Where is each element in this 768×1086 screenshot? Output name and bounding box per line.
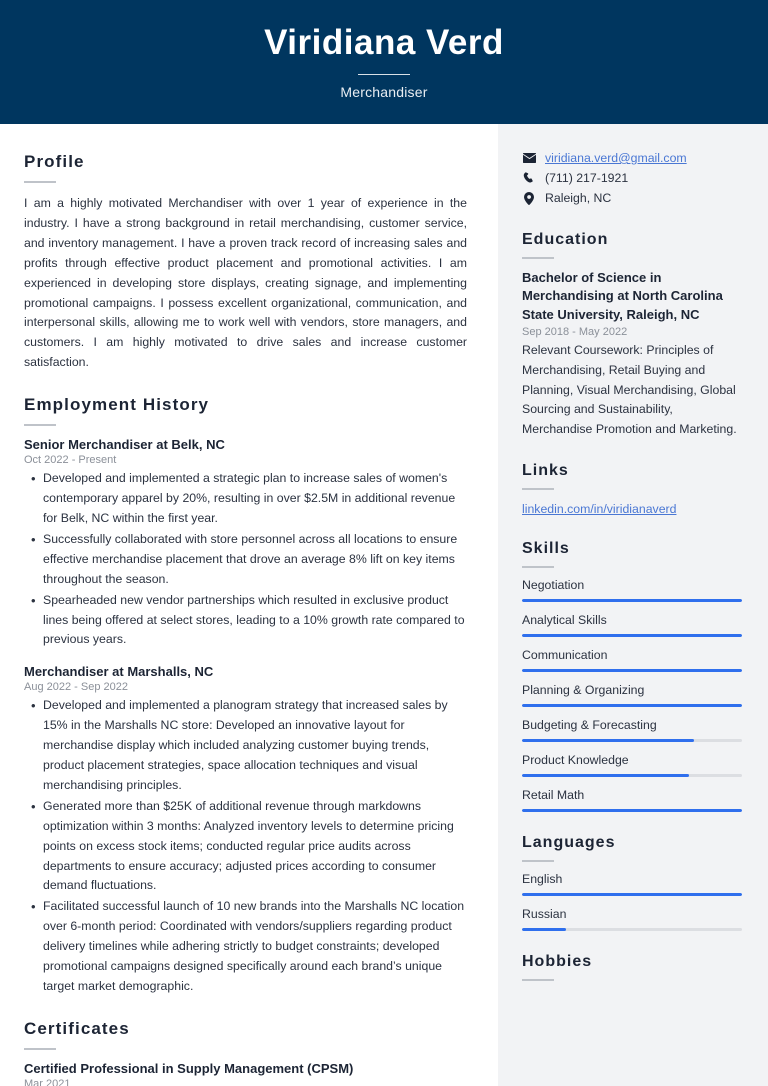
links-heading: Links <box>522 461 569 479</box>
education-heading-rule <box>522 257 554 259</box>
skill-bar-fill <box>522 669 742 672</box>
candidate-name: Viridiana Verd <box>264 23 504 63</box>
employment-heading: Employment History <box>24 395 210 415</box>
skill-bar-track <box>522 599 742 602</box>
education-description: Relevant Coursework: Principles of Merchandising, Retail Buying and Planning, Visual Merchandising, Global Sourcing and Sustainability, Merchandise Promotion and Marketing. <box>522 343 737 437</box>
section-hobbies <box>522 953 742 981</box>
language-bar-track <box>522 928 742 931</box>
section-links <box>522 462 742 518</box>
contact-row-location <box>522 191 742 205</box>
skill-label: Negotiation <box>522 577 585 592</box>
job-date: Aug 2022 - Sep 2022 <box>24 681 128 694</box>
education-degree: Bachelor of Science in Merchandising at North Carolina State University, Raleigh, NC <box>522 270 723 322</box>
language-bar-track <box>522 893 742 896</box>
language-bar-fill <box>522 928 566 931</box>
profile-heading: Profile <box>24 152 85 171</box>
skills-heading-rule <box>522 566 554 568</box>
skill-label: Retail Math <box>522 787 585 802</box>
skills-heading: Skills <box>522 539 570 557</box>
certificate-entry <box>24 1061 467 1086</box>
skill-item <box>522 578 742 602</box>
skill-bar-track <box>522 634 742 637</box>
job-entry <box>24 664 467 997</box>
envelope-icon <box>522 153 536 163</box>
language-label: Russian <box>522 906 567 921</box>
skill-label: Budgeting & Forecasting <box>522 717 657 732</box>
skill-label: Product Knowledge <box>522 752 629 767</box>
contact-row-phone <box>522 171 742 185</box>
contact-email-link[interactable]: viridiana.verd@gmail.com <box>545 151 687 165</box>
candidate-job-title: Merchandiser <box>340 83 428 100</box>
sidebar-column <box>498 124 768 1086</box>
skill-bar-fill <box>522 704 742 707</box>
skill-item <box>522 648 742 672</box>
hobbies-heading-rule <box>522 979 554 981</box>
certificate-title: Certified Professional in Supply Management (CPSM) <box>24 1060 354 1076</box>
employment-heading-rule <box>24 424 56 426</box>
language-bar-fill <box>522 893 742 896</box>
language-item <box>522 907 742 931</box>
language-item <box>522 872 742 896</box>
resume-header <box>0 0 768 124</box>
languages-heading: Languages <box>522 833 616 851</box>
job-bullet: • Developed and implemented a strategic plan to increase sales of women's contemporary apparel by 20%, resulting in over $2.5M in additional revenue for Belk, NC within the first year. <box>24 469 467 529</box>
section-certificates <box>24 1019 467 1086</box>
job-bullet-list <box>24 696 467 997</box>
skill-item <box>522 683 742 707</box>
job-entry <box>24 437 467 650</box>
skill-bar-fill <box>522 774 689 777</box>
education-heading: Education <box>522 231 609 248</box>
skill-label: Communication <box>522 647 608 662</box>
job-title: Senior Merchandiser at Belk, NC <box>24 437 225 453</box>
skill-bar-fill <box>522 809 742 812</box>
phone-icon <box>522 172 536 184</box>
location-pin-icon <box>522 192 536 205</box>
languages-heading-rule <box>522 860 554 862</box>
main-column <box>0 124 498 1086</box>
skill-bar-track <box>522 669 742 672</box>
skill-item <box>522 718 742 742</box>
job-bullet: • Successfully collaborated with store personnel across all locations to ensure effective merchandise placement that drove an average 8% lift on key items throughout the season. <box>24 530 467 590</box>
language-label: English <box>522 871 563 886</box>
skill-item <box>522 788 742 812</box>
skill-bar-fill <box>522 599 742 602</box>
job-date: Oct 2022 - Present <box>24 454 117 467</box>
profile-text: I am a highly motivated Merchandiser with over 1 year of experience in the industry. I have a strong background in retail merchandising, customer service, and inventory management. I have a proven track record of increasing sales and profits through effective product placement and promotional activities. I am experienced in developing store displays, creating signage, and implementing promotional campaigns. I possess excellent organizational, communication, and interpersonal skills, allowing me to work well with vendors, store managers, and customers. I am highly motivated to drive sales and increase customer satisfaction. <box>24 196 467 370</box>
skill-bar-fill <box>522 739 694 742</box>
education-date: Sep 2018 - May 2022 <box>522 326 628 339</box>
links-heading-rule <box>522 488 554 490</box>
contact-location-value: Raleigh, NC <box>545 191 612 205</box>
contact-row-email <box>522 151 742 165</box>
skill-bar-track <box>522 774 742 777</box>
section-skills <box>522 540 742 812</box>
skill-item <box>522 753 742 777</box>
certificates-heading: Certificates <box>24 1018 130 1038</box>
job-bullet-list <box>24 469 467 650</box>
job-title: Merchandiser at Marshalls, NC <box>24 664 214 680</box>
section-education <box>522 231 742 440</box>
certificates-heading-rule <box>24 1048 56 1050</box>
header-divider <box>358 74 410 75</box>
section-employment-history <box>24 395 467 997</box>
job-bullet: • Developed and implemented a planogram strategy that increased sales by 15% in the Marshalls NC store: Developed an innovative layout for merchandise display which included analyzing customer buying trends, product placement strategies, space allocation techniques and visual merchandising principles. <box>24 696 467 796</box>
section-languages <box>522 834 742 931</box>
skill-bar-track <box>522 809 742 812</box>
hobbies-heading: Hobbies <box>522 952 593 970</box>
skill-label: Planning & Organizing <box>522 682 645 697</box>
certificate-date: Mar 2021 <box>24 1077 71 1086</box>
resume-body <box>0 124 768 1086</box>
section-profile <box>24 152 467 373</box>
profile-heading-rule <box>24 181 56 183</box>
skill-bar-fill <box>522 634 742 637</box>
skill-item <box>522 613 742 637</box>
job-bullet: • Facilitated successful launch of 10 new brands into the Marshalls NC location over 6-month period: Coordinated with vendors/suppliers regarding product delivery timelines while adhering strictly to budget constraints; developed promotional campaigns designed specifically around each brand’s unique target market demographic. <box>24 897 467 997</box>
skill-bar-track <box>522 739 742 742</box>
link-linkedin[interactable]: linkedin.com/in/viridianaverd <box>522 501 677 516</box>
contact-phone-value: (711) 217-1921 <box>545 171 629 185</box>
job-bullet: • Generated more than $25K of additional revenue through markdowns optimization within 3 months: Analyzed inventory levels to determine pricing points on excess stock items; conducted regular price audits across departments to ensure accuracy; adjusted prices according to consumer demand fluctuations. <box>24 797 467 897</box>
skill-bar-track <box>522 704 742 707</box>
job-bullet: • Spearheaded new vendor partnerships which resulted in exclusive product lines being offered at select stores, leading to a 10% growth rate compared to previous years. <box>24 591 467 651</box>
skill-label: Analytical Skills <box>522 612 607 627</box>
contact-block <box>522 151 742 205</box>
